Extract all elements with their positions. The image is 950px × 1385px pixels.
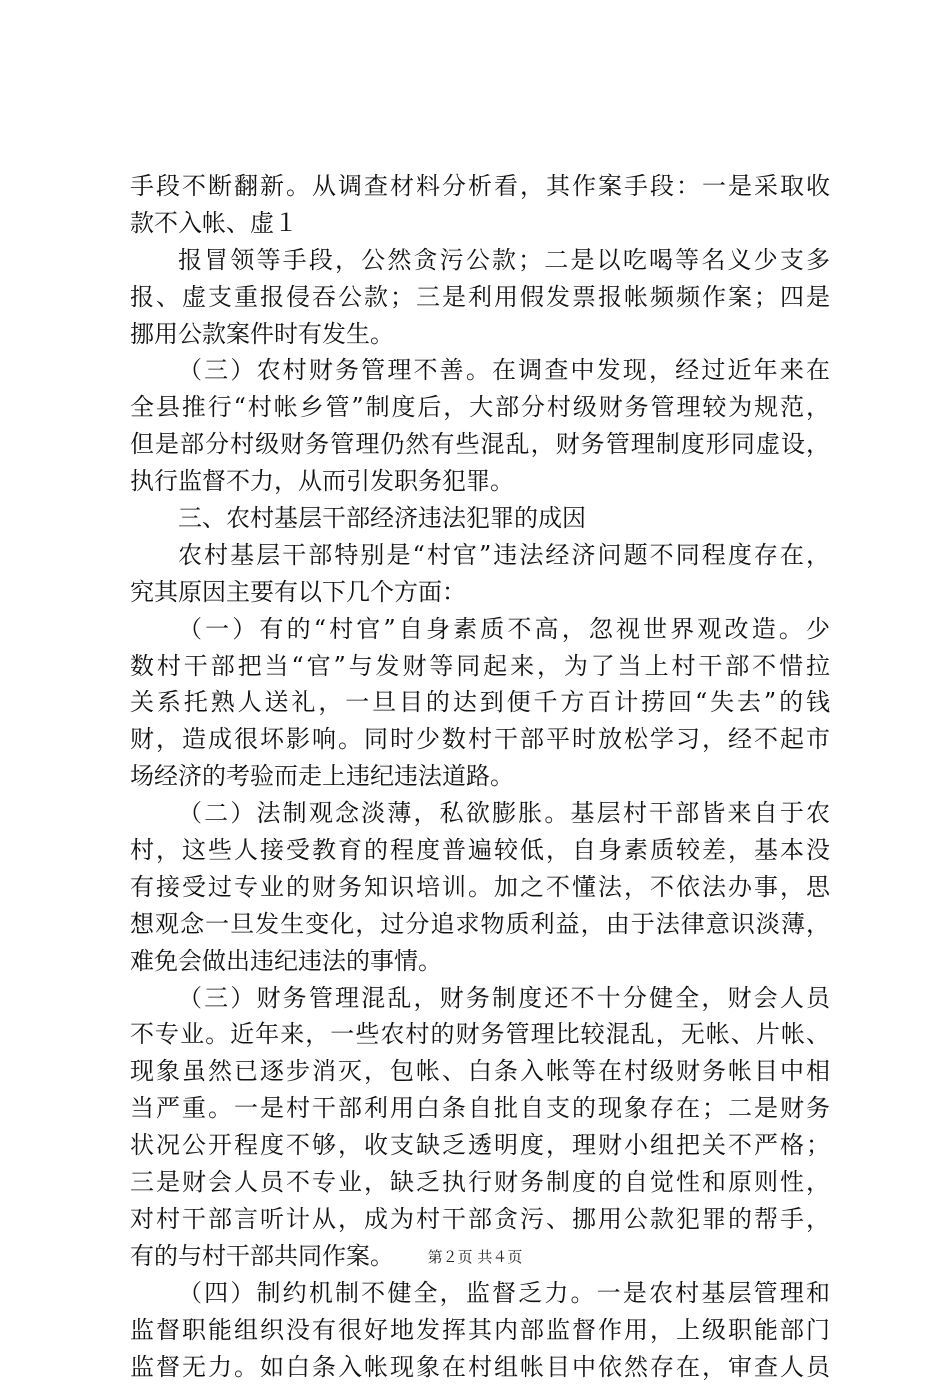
text-line: 三、农村基层干部经济违法犯罪的成因 [130,500,830,537]
text-line: 数村干部把当“官”与发财等同起来，为了当上村干部不惜拉 [130,648,830,685]
text-line: 全县推行“村帐乡管”制度后，大部分村级财务管理较为规范， [130,389,830,426]
text-line: 报冒领等手段，公然贪污公款；二是以吃喝等名义少支多 [130,242,830,279]
text-line: 场经济的考验而走上违纪违法道路。 [130,758,830,795]
text-line: 对村干部言听计从，成为村干部贪污、挪用公款犯罪的帮手， [130,1201,830,1238]
text-line: 有接受过专业的财务知识培训。加之不懂法，不依法办事，思 [130,869,830,906]
text-line: 监督职能组织没有很好地发挥其内部监督作用，上级职能部门 [130,1312,830,1349]
text-line: 有的与村干部共同作案。 [130,1238,830,1275]
text-line: 财，造成很坏影响。同时少数村干部平时放松学习，经不起市 [130,721,830,758]
text-line: （一）有的“村官”自身素质不高，忽视世界观改造。少 [130,611,830,648]
text-line: 究其原因主要有以下几个方面： [130,574,830,611]
text-line: 监督无力。如白条入帐现象在村组帐目中依然存在，审查人员 [130,1349,830,1385]
text-line: 状况公开程度不够，收支缺乏透明度，理财小组把关不严格； [130,1127,830,1164]
text-line: 当严重。一是村干部利用白条自批自支的现象存在；二是财务 [130,1090,830,1127]
text-line: 不专业。近年来，一些农村的财务管理比较混乱，无帐、片帐、 [130,1016,830,1053]
text-line: 挪用公款案件时有发生。 [130,316,830,353]
text-line: 难免会做出违纪违法的事情。 [130,943,830,980]
text-line: 农村基层干部特别是“村官”违法经济问题不同程度存在， [130,537,830,574]
text-line: （三）农村财务管理不善。在调查中发现，经过近年来在 [130,352,830,389]
text-line: （二）法制观念淡薄，私欲膨胀。基层村干部皆来自于农 [130,795,830,832]
text-line: （三）财务管理混乱，财务制度还不十分健全，财会人员 [130,980,830,1017]
text-line: 执行监督不力，从而引发职务犯罪。 [130,463,830,500]
document-body [130,168,830,1385]
text-line: 现象虽然已逐步消灭，包帐、白条入帐等在村级财务帐目中相 [130,1053,830,1090]
text-line: 报、虚支重报侵吞公款；三是利用假发票报帐频频作案；四是 [130,279,830,316]
text-line: 村，这些人接受教育的程度普遍较低，自身素质较差，基本没 [130,832,830,869]
text-line: 手段不断翻新。从调查材料分析看，其作案手段：一是采取收 [130,168,830,205]
text-line: 三是财会人员不专业，缺乏执行财务制度的自觉性和原则性， [130,1164,830,1201]
text-line: 关系托熟人送礼，一旦目的达到便千方百计捞回“失去”的钱 [130,684,830,721]
page-footer: 第２页 共４页 [0,1247,950,1267]
text-line: 但是部分村级财务管理仍然有些混乱，财务管理制度形同虚设， [130,426,830,463]
text-line: （四）制约机制不健全，监督乏力。一是农村基层管理和 [130,1275,830,1312]
text-line: 想观念一旦发生变化，过分追求物质利益，由于法律意识淡薄， [130,906,830,943]
text-line: 款不入帐、虚１ [130,205,830,242]
